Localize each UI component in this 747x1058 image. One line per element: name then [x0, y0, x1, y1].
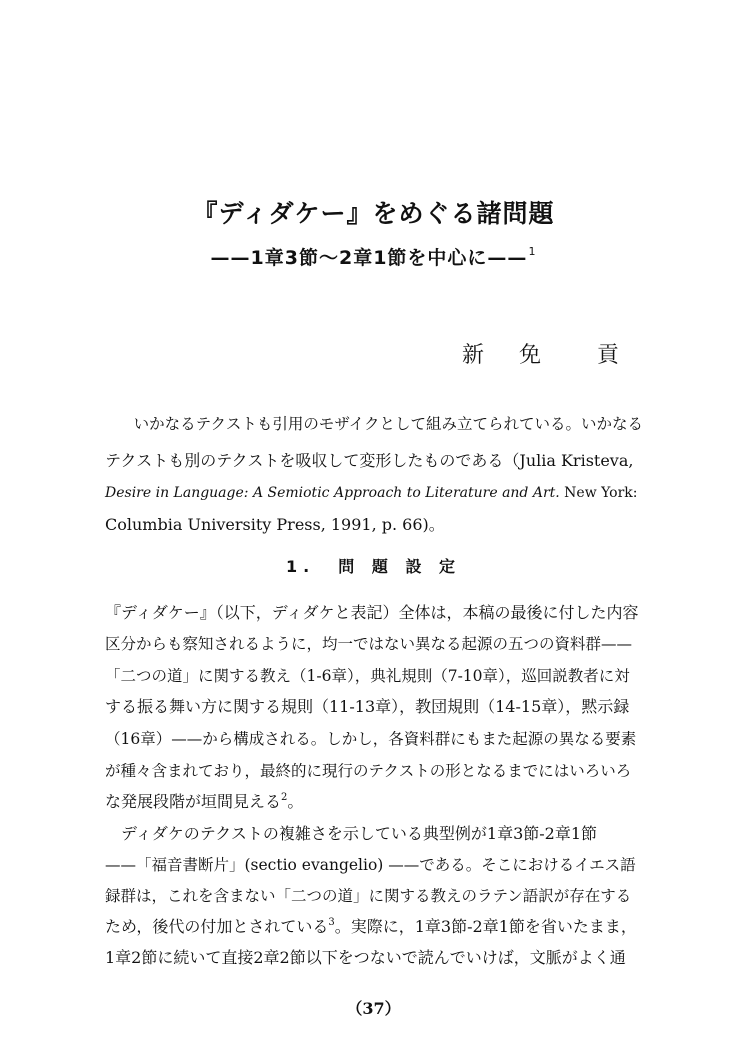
footnote-marker-2: 2 — [281, 792, 288, 803]
body-p2-line-4-cont: 。実際に，1章3節-2章1節を省いたまま， — [334, 917, 637, 936]
article-subtitle — [0, 243, 747, 270]
page-number: （37） — [346, 999, 401, 1018]
epigraph-line-3 — [105, 483, 638, 503]
body-p1-line-7 — [105, 792, 303, 812]
body-p1-line-4: する振る舞い方に関する規則（11-13章），教団規則（14-15章），黙示録 — [105, 697, 630, 716]
body-p2-line-2: ——「福音書断片」(sectio evangelio) ——である。そこにおけるイエス語 — [105, 856, 636, 874]
subtitle-footnote-marker: 1 — [528, 245, 537, 258]
body-p2-line-1: ディダケのテクストの複雑さを示している典型例が1章3節-2章1節 — [121, 824, 598, 843]
footnote-marker-3: 3 — [328, 917, 335, 928]
body-p1-line-2: 区分からも察知されるように，均一ではない異なる起源の五つの資料群—— — [105, 635, 633, 653]
body-p1-line-1: 『ディダケー』（以下，ディダケと表記）全体は，本稿の最後に付した内容 — [105, 603, 639, 622]
epigraph-text-1: いかなるテクストも引用のモザイクとして組み立てられている。いかなる — [133, 415, 643, 433]
epigraph-book-title: Desire in Language: A Semiotic Approach to Literature and Art. — [105, 485, 560, 501]
epigraph-publisher-place: New York: — [559, 485, 638, 501]
body-p2-line-4-text: ため，後代の付加とされている — [105, 917, 329, 936]
subtitle-text: ——1章3節〜2章1節を中心に—— — [210, 247, 528, 269]
epigraph-line-2: テクストも別のテクストを吸収して変形したものである（Julia Kristeva, — [105, 451, 634, 470]
body-p2-line-5: 1章2節に続いて直接2章2節以下をつないで読んでいけば，文脈がよく通 — [105, 948, 626, 967]
article-title: 『ディダケー』をめぐる諸問題 — [192, 199, 555, 228]
body-p2-line-3: 録群は，これを含まない「二つの道」に関する教えのラテン語訳が存在する — [105, 887, 632, 905]
body-p2-line-4 — [105, 917, 637, 937]
body-p1-line-6: が種々含まれており，最終的に現行のテクストの形となるまでにはいろいろ — [105, 762, 632, 780]
section-heading: 1. 問 題 設 定 — [285, 557, 462, 576]
body-p1-line-3: 「二つの道」に関する教え（1-6章），典礼規則（7-10章），巡回説教者に対 — [105, 667, 630, 685]
author-name: 新 免 貢 — [462, 343, 633, 368]
body-p1-end: 。 — [287, 792, 304, 811]
epigraph-line-4: Columbia University Press, 1991, p. 66)。 — [105, 515, 445, 534]
body-p1-line-7-text: な発展段階が垣間見える — [105, 792, 282, 811]
body-p1-line-5: （16章）——から構成される。しかし，各資料群にもまた起源の異なる要素 — [105, 730, 637, 748]
epigraph-line-1 — [105, 414, 643, 434]
